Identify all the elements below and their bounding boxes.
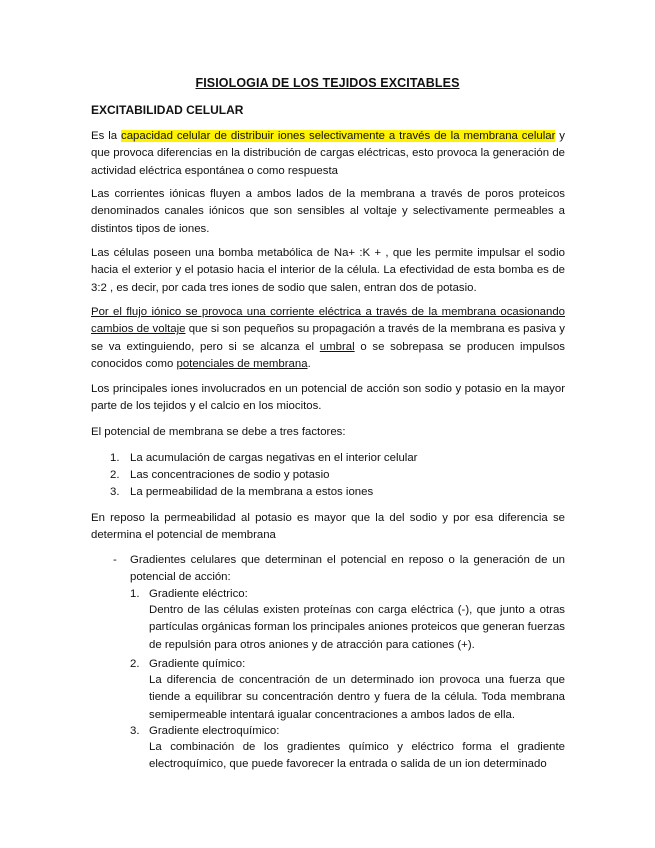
paragraph-main-ions: Los principales iones involucrados en un potencial de acción son sodio y potasio en la mayor parte de los tejidos y el calcio en los miocitos. (91, 383, 565, 413)
bullet-gradients: Gradientes celulares que determinan el potencial en reposo o la generación de un potencial de acción: (130, 554, 565, 584)
gradient-description: La diferencia de concentración de un determinado ion provoca una fuerza que tiende a equilibrar su concentración dentro y fuera de la célula. Toda membrana semipermeable intentará igualar concentraciones a ambos lados de ella. (149, 674, 565, 721)
section-heading: EXCITABILIDAD CELULAR (91, 103, 244, 117)
underlined-text: umbral (319, 340, 355, 353)
paragraph-definition (91, 128, 565, 180)
gradient-title: Gradiente químico: (149, 658, 246, 670)
paragraph-text: . (307, 358, 311, 371)
gradient-description: La combinación de los gradientes químico y eléctrico forma el gradiente electroquímico, que puede favorecer la entrada o salida de un ion determinado (149, 741, 565, 771)
list-item: La acumulación de cargas negativas en el interior celular (130, 452, 418, 464)
underlined-text: potenciales de membrana (176, 358, 308, 371)
list-item: Las concentraciones de sodio y potasio (130, 469, 330, 481)
paragraph-text: que si son pequeños su propagación a través de la membrana es pasiva y se va extinguiendo, pero si se alcanza el (91, 323, 565, 353)
list-number: 3. (110, 486, 120, 498)
list-number: 1. (130, 588, 140, 600)
gradient-description: Dentro de las células existen proteínas con carga eléctrica (-), que junto a otras partículas orgánicas forman los principales aniones proteicos que generan fuerzas de repulsión para otros aniones y de atracción para cationes (+). (149, 604, 565, 651)
paragraph-ionic-flow (91, 304, 565, 374)
list-number: 2. (110, 469, 120, 481)
gradient-title: Gradiente eléctrico: (149, 588, 248, 600)
gradient-title: Gradiente electroquímico: (149, 725, 280, 737)
list-number: 1. (110, 452, 120, 464)
paragraph-text: Es la (91, 130, 121, 142)
paragraph-text: y que provoca diferencias en la distribución de cargas eléctricas, esto provoca la generación de actividad eléctrica espontánea o como respuesta (91, 130, 565, 177)
highlighted-text: capacidad celular de distribuir iones selectivamente a través de la membrana celular (121, 130, 556, 142)
underlined-text: Por el flujo iónico se provoca una corriente eléctrica a través de la membrana ocasionando cambios de voltaje (91, 306, 565, 336)
paragraph-sodium-pump: Las células poseen una bomba metabólica de Na+ :K + , que les permite impulsar el sodio hacia el exterior y el potasio hacia el interior de la célula. La efectividad de esta bomba es de 3:2 , es decir, por cada tres iones de sodio que salen, entran dos de potasio. (91, 247, 565, 294)
list-number: 3. (130, 725, 140, 737)
document-title: FISIOLOGIA DE LOS TEJIDOS EXCITABLES (195, 76, 460, 90)
list-number: 2. (130, 658, 140, 670)
paragraph-resting-permeability: En reposo la permeabilidad al potasio es mayor que la del sodio y por esa diferencia se determina el potencial de membrana (91, 512, 565, 542)
dash-bullet: - (113, 554, 117, 566)
paragraph-ionic-currents: Las corrientes iónicas fluyen a ambos lados de la membrana a través de poros proteicos denominados canales iónicos que son sensibles al voltaje y selectivamente permeables a distintos tipos de iones. (91, 188, 565, 235)
list-item: La permeabilidad de la membrana a estos iones (130, 486, 374, 498)
paragraph-text: o se sobrepasa se producen impulsos conocidos como (91, 340, 565, 371)
paragraph-factors-intro: El potencial de membrana se debe a tres factores: (91, 426, 346, 438)
